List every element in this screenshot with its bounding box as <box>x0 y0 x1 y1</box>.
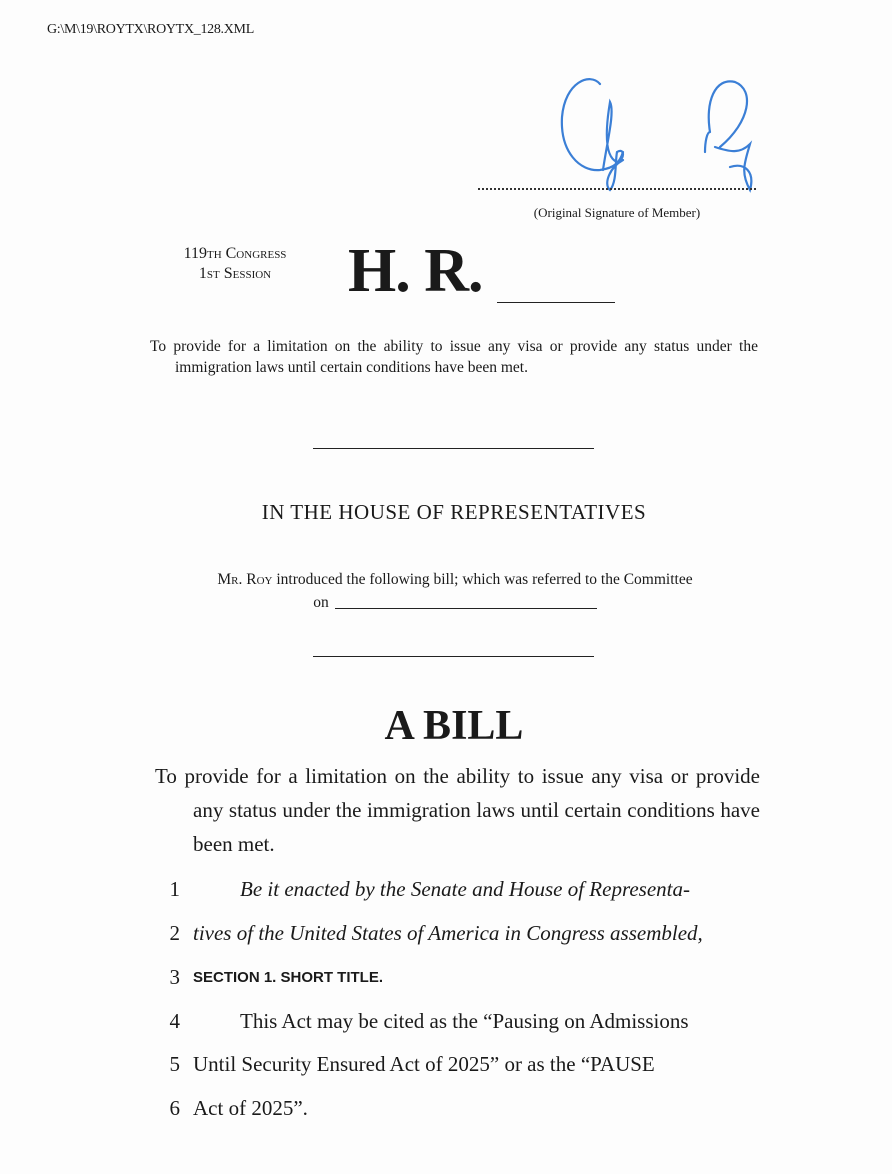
signature-caption: (Original Signature of Member) <box>533 205 701 220</box>
purpose: To provide for a limitation on the ability to issue any visa or provide any status under the immigration laws until certain conditions have been met. <box>150 338 758 376</box>
member-signature <box>555 72 770 197</box>
congress: 119th Congress <box>183 245 287 262</box>
file-path: G:\M\19\ROYTX\ROYTX_128.XML <box>47 22 254 37</box>
long-title: To provide for a limitation on the ability to issue any visa or provide any status under the immigration laws until certain conditions have been met. <box>155 764 760 856</box>
introduction-text: introduced the following bill; which was referred to the Committee <box>272 571 693 588</box>
section-heading: SECTION 1. SHORT TITLE. <box>193 969 384 986</box>
line-number: 6 <box>169 1096 180 1120</box>
line-text: Act of 2025”. <box>193 1096 308 1120</box>
line-text: This Act may be cited as the “Pausing on Admissions <box>240 1009 689 1033</box>
divider <box>313 656 594 657</box>
bill-line <box>150 1052 762 1082</box>
chamber: IN THE HOUSE OF REPRESENTATIVES <box>261 500 647 524</box>
session: 1st Session <box>198 265 272 282</box>
line-number: 4 <box>169 1009 180 1033</box>
introduction <box>150 568 760 614</box>
committee-blank <box>335 608 597 609</box>
sponsor: Mr. Roy <box>217 571 273 588</box>
bill-heading: A BILL <box>384 703 524 749</box>
bill-type: H. R. <box>348 237 483 305</box>
line-text: tives of the United States of America in Congress assembled, <box>193 921 703 945</box>
line-number: 3 <box>169 965 180 989</box>
line-number: 1 <box>169 877 180 901</box>
line-text: Until Security Ensured Act of 2025” or as the “PAUSE <box>193 1052 655 1076</box>
bill-line <box>150 921 762 951</box>
congress-session <box>140 244 330 284</box>
bill-line <box>150 877 762 907</box>
divider <box>313 448 594 449</box>
bill-line <box>150 965 762 995</box>
line-number: 5 <box>169 1052 180 1076</box>
bill-number-blank <box>497 302 615 303</box>
line-text: Be it enacted by the Senate and House of Representa- <box>240 877 690 901</box>
bill-line <box>150 1009 762 1039</box>
bill-line <box>150 1096 762 1126</box>
signature-line <box>478 188 756 190</box>
line-number: 2 <box>169 921 180 945</box>
committee-on: on <box>313 594 329 611</box>
